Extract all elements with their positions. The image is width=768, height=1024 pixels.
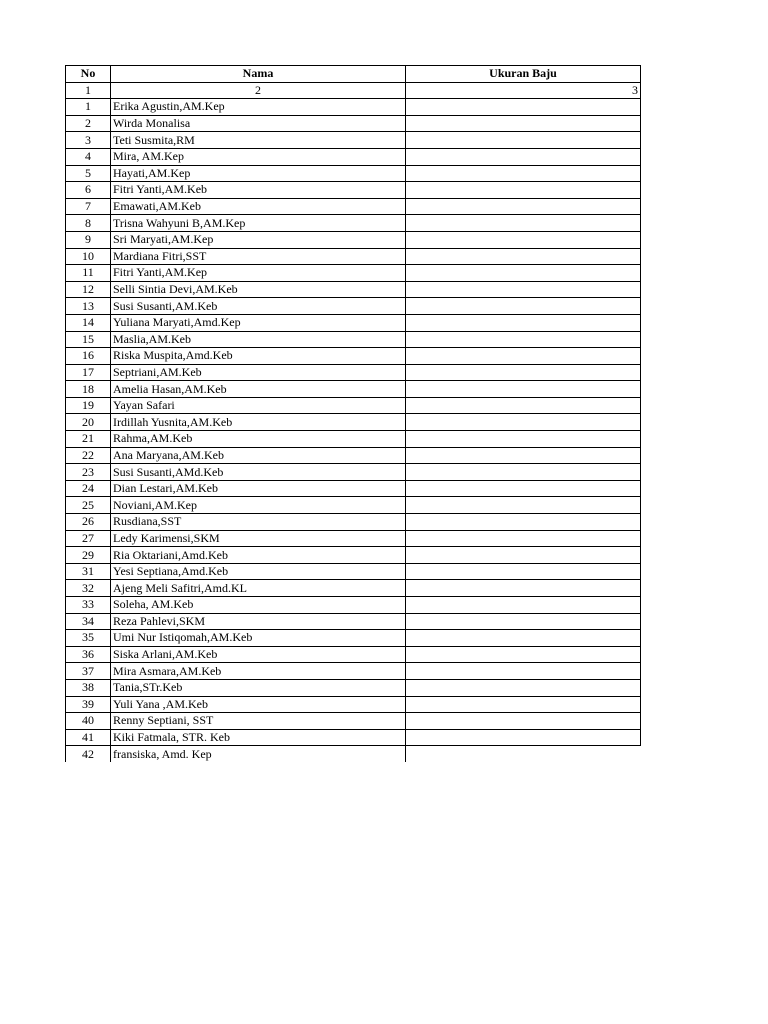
row-no: 11 — [66, 265, 111, 282]
table-row — [66, 580, 641, 597]
row-ukuran-baju — [406, 148, 641, 165]
row-no: 26 — [66, 514, 111, 531]
table-row — [66, 265, 641, 282]
row-no: 18 — [66, 381, 111, 398]
row-no: 31 — [66, 563, 111, 580]
table-row — [66, 696, 641, 713]
table-row — [66, 182, 641, 199]
row-ukuran-baju — [406, 613, 641, 630]
row-no: 19 — [66, 397, 111, 414]
row-no: 12 — [66, 281, 111, 298]
row-ukuran-baju — [406, 480, 641, 497]
row-no: 1 — [66, 99, 111, 116]
row-no: 27 — [66, 530, 111, 547]
row-nama: Dian Lestari,AM.Keb — [111, 480, 406, 497]
table-row — [66, 298, 641, 315]
row-no: 34 — [66, 613, 111, 630]
row-no: 42 — [66, 746, 111, 762]
row-no: 33 — [66, 597, 111, 614]
row-nama: Susi Susanti,AM.Keb — [111, 298, 406, 315]
row-nama: Soleha, AM.Keb — [111, 597, 406, 614]
row-nama: Mira, AM.Kep — [111, 148, 406, 165]
table-row — [66, 480, 641, 497]
row-ukuran-baju — [406, 580, 641, 597]
row-nama: Amelia Hasan,AM.Keb — [111, 381, 406, 398]
table-row — [66, 597, 641, 614]
row-nama: Reza Pahlevi,SKM — [111, 613, 406, 630]
row-nama: Susi Susanti,AMd.Keb — [111, 464, 406, 481]
row-ukuran-baju — [406, 364, 641, 381]
row-ukuran-baju — [406, 381, 641, 398]
table-row — [66, 530, 641, 547]
row-no: 21 — [66, 431, 111, 448]
row-ukuran-baju — [406, 514, 641, 531]
row-nama: Ledy Karimensi,SKM — [111, 530, 406, 547]
row-ukuran-baju — [406, 265, 641, 282]
row-nama: Mardiana Fitri,SST — [111, 248, 406, 265]
row-nama: Erika Agustin,AM.Kep — [111, 99, 406, 116]
row-ukuran-baju — [406, 464, 641, 481]
row-ukuran-baju — [406, 729, 641, 746]
row-nama: Maslia,AM.Keb — [111, 331, 406, 348]
row-nama: Kiki Fatmala, STR. Keb — [111, 729, 406, 746]
table-row — [66, 99, 641, 116]
row-no: 8 — [66, 215, 111, 232]
row-nama: Emawati,AM.Keb — [111, 198, 406, 215]
header-ukuran-baju: Ukuran Baju — [406, 66, 641, 83]
row-nama: Trisna Wahyuni B,AM.Kep — [111, 215, 406, 232]
row-ukuran-baju — [406, 696, 641, 713]
row-ukuran-baju — [406, 215, 641, 232]
row-ukuran-baju — [406, 530, 641, 547]
row-nama: Yuliana Maryati,Amd.Kep — [111, 314, 406, 331]
row-ukuran-baju — [406, 165, 641, 182]
row-nama: Renny Septiani, SST — [111, 713, 406, 730]
row-ukuran-baju — [406, 597, 641, 614]
table-row — [66, 348, 641, 365]
row-nama: Selli Sintia Devi,AM.Keb — [111, 281, 406, 298]
table-row — [66, 514, 641, 531]
row-no: 35 — [66, 630, 111, 647]
row-no: 37 — [66, 663, 111, 680]
table-row — [66, 663, 641, 680]
row-ukuran-baju — [406, 646, 641, 663]
index-no: 1 — [66, 82, 111, 99]
row-nama: Sri Maryati,AM.Kep — [111, 231, 406, 248]
row-no: 6 — [66, 182, 111, 199]
row-no: 41 — [66, 729, 111, 746]
table-row — [66, 314, 641, 331]
row-ukuran-baju — [406, 547, 641, 564]
row-nama: Hayati,AM.Kep — [111, 165, 406, 182]
row-ukuran-baju — [406, 630, 641, 647]
row-no: 29 — [66, 547, 111, 564]
row-no: 17 — [66, 364, 111, 381]
table-row — [66, 431, 641, 448]
row-no: 13 — [66, 298, 111, 315]
table-row — [66, 248, 641, 265]
table-row — [66, 215, 641, 232]
row-ukuran-baju — [406, 713, 641, 730]
row-no: 24 — [66, 480, 111, 497]
table-row — [66, 447, 641, 464]
index-ukuran: 3 — [406, 82, 641, 99]
table-row — [66, 746, 641, 762]
header-row — [66, 66, 641, 83]
index-nama: 2 — [111, 82, 406, 99]
table-row — [66, 547, 641, 564]
row-nama: Wirda Monalisa — [111, 115, 406, 132]
table-row — [66, 729, 641, 746]
table-row — [66, 148, 641, 165]
table-row — [66, 198, 641, 215]
row-no: 16 — [66, 348, 111, 365]
row-no: 9 — [66, 231, 111, 248]
table-row — [66, 331, 641, 348]
table-row — [66, 563, 641, 580]
row-ukuran-baju — [406, 99, 641, 116]
row-ukuran-baju — [406, 447, 641, 464]
row-nama: Ria Oktariani,Amd.Keb — [111, 547, 406, 564]
row-ukuran-baju — [406, 281, 641, 298]
row-nama: Yesi Septiana,Amd.Keb — [111, 563, 406, 580]
row-nama: Yuli Yana ,AM.Keb — [111, 696, 406, 713]
table-row — [66, 397, 641, 414]
row-no: 36 — [66, 646, 111, 663]
clothing-size-table — [65, 65, 641, 762]
row-ukuran-baju — [406, 314, 641, 331]
row-nama: Septriani,AM.Keb — [111, 364, 406, 381]
row-nama: Teti Susmita,RM — [111, 132, 406, 149]
row-nama: Rusdiana,SST — [111, 514, 406, 531]
row-no: 22 — [66, 447, 111, 464]
row-nama: Ana Maryana,AM.Keb — [111, 447, 406, 464]
row-no: 20 — [66, 414, 111, 431]
row-nama: Rahma,AM.Keb — [111, 431, 406, 448]
row-ukuran-baju — [406, 431, 641, 448]
table-row — [66, 630, 641, 647]
row-ukuran-baju — [406, 414, 641, 431]
row-ukuran-baju — [406, 746, 641, 762]
row-nama: Noviani,AM.Kep — [111, 497, 406, 514]
row-no: 7 — [66, 198, 111, 215]
table-row — [66, 231, 641, 248]
table-row — [66, 414, 641, 431]
row-no: 38 — [66, 679, 111, 696]
table-row — [66, 646, 641, 663]
table-row — [66, 281, 641, 298]
header-no: No — [66, 66, 111, 83]
row-nama: Irdillah Yusnita,AM.Keb — [111, 414, 406, 431]
row-ukuran-baju — [406, 331, 641, 348]
row-ukuran-baju — [406, 663, 641, 680]
row-no: 23 — [66, 464, 111, 481]
row-ukuran-baju — [406, 348, 641, 365]
row-ukuran-baju — [406, 231, 641, 248]
row-ukuran-baju — [406, 132, 641, 149]
row-ukuran-baju — [406, 115, 641, 132]
row-ukuran-baju — [406, 397, 641, 414]
row-ukuran-baju — [406, 298, 641, 315]
row-ukuran-baju — [406, 182, 641, 199]
row-no: 14 — [66, 314, 111, 331]
row-nama: Ajeng Meli Safitri,Amd.KL — [111, 580, 406, 597]
table-row — [66, 679, 641, 696]
row-nama: Riska Muspita,Amd.Keb — [111, 348, 406, 365]
table-row — [66, 381, 641, 398]
row-no: 2 — [66, 115, 111, 132]
table-row — [66, 464, 641, 481]
row-no: 10 — [66, 248, 111, 265]
row-nama: fransiska, Amd. Kep — [111, 746, 406, 762]
table-row — [66, 497, 641, 514]
table-row — [66, 613, 641, 630]
row-no: 32 — [66, 580, 111, 597]
row-nama: Siska Arlani,AM.Keb — [111, 646, 406, 663]
table-row — [66, 713, 641, 730]
table-row — [66, 165, 641, 182]
row-ukuran-baju — [406, 563, 641, 580]
row-nama: Fitri Yanti,AM.Keb — [111, 182, 406, 199]
row-no: 39 — [66, 696, 111, 713]
row-ukuran-baju — [406, 497, 641, 514]
row-nama: Umi Nur Istiqomah,AM.Keb — [111, 630, 406, 647]
column-index-row — [66, 82, 641, 99]
row-no: 3 — [66, 132, 111, 149]
row-no: 40 — [66, 713, 111, 730]
table-row — [66, 132, 641, 149]
header-nama: Nama — [111, 66, 406, 83]
row-no: 5 — [66, 165, 111, 182]
row-ukuran-baju — [406, 248, 641, 265]
table-row — [66, 364, 641, 381]
table-row — [66, 115, 641, 132]
row-nama: Yayan Safari — [111, 397, 406, 414]
row-no: 25 — [66, 497, 111, 514]
row-nama: Tania,STr.Keb — [111, 679, 406, 696]
row-no: 15 — [66, 331, 111, 348]
row-no: 4 — [66, 148, 111, 165]
row-nama: Mira Asmara,AM.Keb — [111, 663, 406, 680]
row-ukuran-baju — [406, 679, 641, 696]
row-ukuran-baju — [406, 198, 641, 215]
row-nama: Fitri Yanti,AM.Kep — [111, 265, 406, 282]
